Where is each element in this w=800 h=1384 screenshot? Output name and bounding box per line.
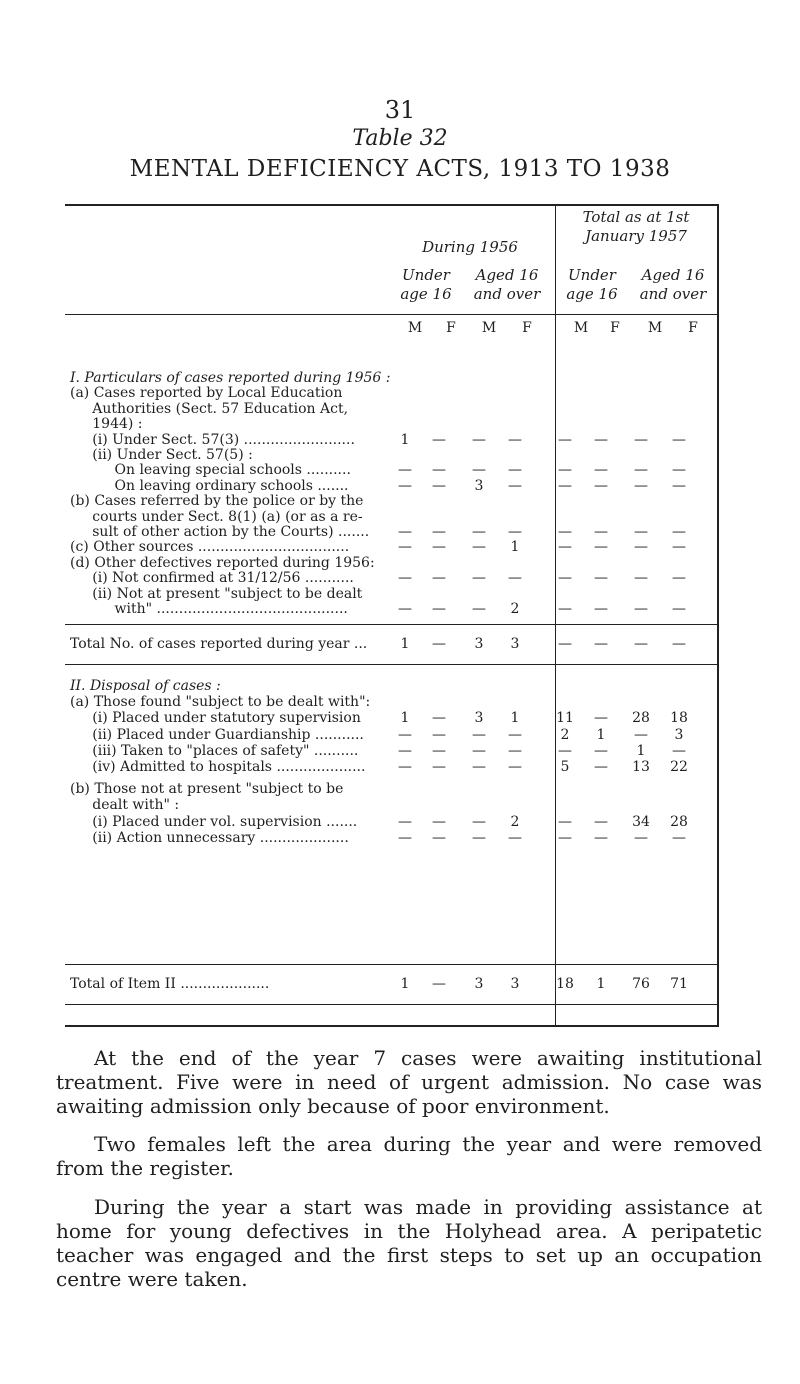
table-cell: — — [432, 431, 446, 448]
page-title: MENTAL DEFICIENCY ACTS, 1913 TO 1938 — [129, 156, 671, 182]
table-cell: — — [672, 524, 686, 540]
table-cell: — — [432, 759, 446, 775]
table-cell: — — [432, 524, 446, 540]
table-cell: — — [558, 742, 572, 759]
table-cell: — — [432, 710, 446, 727]
table-cell: — — [634, 431, 648, 448]
table-cell: 76 — [632, 976, 650, 992]
row-label: with" ........................................... — [70, 601, 348, 617]
paragraph-2-text: Two females left the area during the year and were removed from the register. — [56, 1132, 762, 1180]
col-m2: M — [481, 320, 497, 336]
table-cell: 34 — [632, 813, 650, 830]
table-cell: 3 — [474, 976, 484, 992]
table-cell: — — [672, 742, 686, 759]
table-cell: — — [432, 570, 446, 587]
table-cell: — — [398, 829, 412, 846]
col-f1: F — [446, 320, 456, 336]
table-cell: 3 — [674, 726, 684, 743]
table-cell: 1 — [510, 539, 520, 556]
header-aged-16-b: Aged 16 and over — [639, 266, 707, 303]
table-cell: — — [432, 976, 446, 992]
table-cell: — — [558, 813, 572, 830]
table-cell: 3 — [474, 636, 484, 652]
table-cell: — — [672, 829, 686, 846]
row-label: I. Particulars of cases reported during 1956 : — [70, 370, 391, 386]
table-cell: 3 — [510, 976, 520, 992]
table-cell: 2 — [510, 601, 520, 617]
header-under-16-a: Under age 16 — [400, 266, 452, 303]
table-cell: — — [472, 829, 486, 846]
table-cell: — — [432, 742, 446, 759]
page-number: 31 — [384, 96, 416, 124]
table-cell: 1 — [400, 710, 410, 727]
row-label: (ii) Not at present "subject to be dealt — [70, 585, 363, 602]
row-label: 1944) : — [70, 416, 143, 433]
table-cell: — — [472, 726, 486, 743]
row-label: (ii) Under Sect. 57(5) : — [70, 447, 253, 463]
row-label: (b) Cases referred by the police or by the — [70, 493, 364, 510]
table-cell: — — [432, 462, 446, 479]
table-cell: — — [508, 570, 522, 587]
table-cell: — — [594, 524, 608, 540]
table-cell: — — [508, 742, 522, 759]
table-cell: — — [594, 636, 608, 652]
table-cell: — — [672, 539, 686, 556]
header-aged-16-a: Aged 16 and over — [473, 266, 541, 303]
table-cell: — — [508, 462, 522, 479]
table-cell: 18 — [556, 976, 574, 992]
table-cell: — — [594, 570, 608, 587]
table-cell: — — [594, 431, 608, 448]
row-label: (iii) Taken to "places of safety" .......... — [70, 742, 359, 759]
table-cell: — — [634, 636, 648, 652]
table-cell: — — [472, 431, 486, 448]
table-cell: — — [672, 431, 686, 448]
paragraph-1-text: At the end of the year 7 cases were awaiting institutional treatment. Five were in need of urgent admission. No case was awaiting admission only because of poor environment. — [56, 1046, 762, 1118]
table-cell: 28 — [670, 813, 688, 830]
table-cell: — — [398, 742, 412, 759]
table-cell: — — [508, 431, 522, 448]
table-cell: — — [432, 813, 446, 830]
table-cell: — — [398, 462, 412, 479]
table-cell: — — [432, 636, 446, 652]
table-cell: — — [672, 570, 686, 587]
total2-bottom-rule — [65, 1004, 719, 1005]
table-cell: 3 — [474, 477, 484, 494]
header-total-january-1957: Total as at 1st January 1957 — [582, 208, 690, 245]
row-label: (i) Under Sect. 57(3) ......................... — [70, 431, 355, 448]
table-cell: — — [472, 601, 486, 617]
table-cell: — — [672, 636, 686, 652]
table-cell: — — [558, 601, 572, 617]
row-label: (ii) Action unnecessary .................... — [70, 829, 349, 846]
paragraph-3 — [56, 1195, 762, 1291]
table-cell: 2 — [560, 726, 570, 743]
table-cell: — — [508, 759, 522, 775]
table-cell: — — [672, 601, 686, 617]
table-cell: 71 — [670, 976, 688, 992]
table-cell: — — [558, 524, 572, 540]
table-cell: — — [398, 601, 412, 617]
col-f4: F — [688, 320, 698, 336]
table-cell: — — [634, 462, 648, 479]
table-cell: — — [472, 570, 486, 587]
table-cell: — — [594, 601, 608, 617]
table-cell: — — [398, 477, 412, 494]
header-rule — [65, 314, 719, 315]
table-cell: — — [672, 462, 686, 479]
table-cell: 1 — [400, 431, 410, 448]
table-cell: 1 — [596, 726, 606, 743]
table-cell: 2 — [510, 813, 520, 830]
table-cell: 3 — [510, 636, 520, 652]
total2-top-rule — [65, 964, 719, 965]
table-cell: — — [634, 601, 648, 617]
col-m1: M — [407, 320, 423, 336]
table-top-rule — [65, 204, 719, 206]
table-right-border — [717, 204, 719, 1027]
table-cell: — — [558, 477, 572, 494]
table-bottom-rule — [65, 1025, 719, 1027]
table-cell: — — [472, 524, 486, 540]
table-cell: 1 — [636, 742, 646, 759]
table-cell: — — [472, 813, 486, 830]
table-cell: — — [594, 829, 608, 846]
table-cell: — — [634, 524, 648, 540]
header-during-1956: During 1956 — [422, 238, 518, 256]
row-label: II. Disposal of cases : — [70, 678, 221, 694]
table-cell: — — [634, 477, 648, 494]
table-cell: — — [558, 431, 572, 448]
table-cell: — — [398, 570, 412, 587]
table-cell: — — [634, 539, 648, 556]
table-cell: 1 — [400, 976, 410, 992]
table-cell: 22 — [670, 759, 688, 775]
table-cell: — — [634, 726, 648, 743]
table-cell: — — [594, 477, 608, 494]
row-label: courts under Sect. 8(1) (a) (or as a re- — [70, 508, 363, 525]
table-cell: 1 — [596, 976, 606, 992]
table-cell: — — [558, 636, 572, 652]
table-cell: — — [634, 570, 648, 587]
row-label: Total of Item II .................... — [70, 976, 270, 992]
table-cell: — — [508, 477, 522, 494]
table-cell: — — [594, 742, 608, 759]
row-label: (a) Cases reported by Local Education — [70, 385, 343, 402]
col-f2: F — [522, 320, 532, 336]
table-cell: — — [508, 726, 522, 743]
row-label: (a) Those found "subject to be dealt with": — [70, 694, 371, 711]
table-cell: — — [594, 462, 608, 479]
table-cell: — — [594, 759, 608, 775]
table-cell: — — [432, 726, 446, 743]
table-cell: — — [432, 539, 446, 556]
table-cell: 18 — [670, 710, 688, 727]
table-label: Table 32 — [352, 126, 448, 151]
total1-bottom-rule — [65, 664, 719, 665]
table-cell: — — [508, 829, 522, 846]
row-label: (b) Those not at present "subject to be — [70, 781, 344, 798]
table-cell: — — [558, 570, 572, 587]
row-label: (d) Other defectives reported during 1956: — [70, 554, 375, 571]
row-label: Authorities (Sect. 57 Education Act, — [70, 400, 349, 417]
paragraph-2 — [56, 1132, 762, 1180]
table-cell: — — [594, 813, 608, 830]
table-cell: — — [432, 477, 446, 494]
table-cell: — — [558, 829, 572, 846]
total1-top-rule — [65, 624, 719, 625]
table-cell: — — [672, 477, 686, 494]
row-label: On leaving ordinary schools ....... — [70, 477, 349, 494]
row-label: (i) Placed under vol. supervision ....... — [70, 813, 358, 830]
table-cell: — — [594, 710, 608, 727]
row-label: (i) Placed under statutory supervision — [70, 710, 361, 727]
table-cell: 5 — [560, 759, 570, 775]
row-label: (ii) Placed under Guardianship ........... — [70, 726, 364, 743]
row-label: Total No. of cases reported during year ... — [70, 636, 368, 652]
col-f3: F — [610, 320, 620, 336]
table-cell: — — [398, 759, 412, 775]
table-cell: — — [472, 742, 486, 759]
table-cell: 1 — [510, 710, 520, 727]
table-cell: — — [472, 759, 486, 775]
header-under-16-b: Under age 16 — [566, 266, 618, 303]
table-cell: — — [432, 829, 446, 846]
row-label: (c) Other sources .................................. — [70, 539, 350, 556]
table-cell: 3 — [474, 710, 484, 727]
table-cell: 13 — [632, 759, 650, 775]
row-label: (iv) Admitted to hospitals .................... — [70, 759, 366, 775]
table-cell: — — [472, 539, 486, 556]
table-cell: — — [398, 726, 412, 743]
row-label: On leaving special schools .......... — [70, 462, 351, 479]
table-cell: 1 — [400, 636, 410, 652]
row-label: dealt with" : — [70, 797, 180, 814]
table-cell: — — [558, 462, 572, 479]
table-cell: — — [398, 539, 412, 556]
col-m4: M — [647, 320, 663, 336]
table-cell: — — [508, 524, 522, 540]
paragraph-3-text: During the year a start was made in providing assistance at home for young defectives in the Holyhead area. A peripatetic teacher was engaged and the first steps to set up an occupation centre were taken. — [56, 1195, 762, 1291]
paragraph-1 — [56, 1046, 762, 1118]
table-cell: 28 — [632, 710, 650, 727]
table-cell: — — [594, 539, 608, 556]
row-label: (i) Not confirmed at 31/12/56 ........... — [70, 570, 354, 587]
table-cell: — — [558, 539, 572, 556]
table-cell: — — [398, 524, 412, 540]
table-cell: 11 — [556, 710, 574, 727]
col-m3: M — [573, 320, 589, 336]
table-cell: — — [634, 829, 648, 846]
statistics-table — [65, 204, 719, 1027]
row-label: sult of other action by the Courts) ....... — [70, 524, 370, 540]
table-cell: — — [432, 601, 446, 617]
table-cell: — — [472, 462, 486, 479]
table-cell: — — [398, 813, 412, 830]
